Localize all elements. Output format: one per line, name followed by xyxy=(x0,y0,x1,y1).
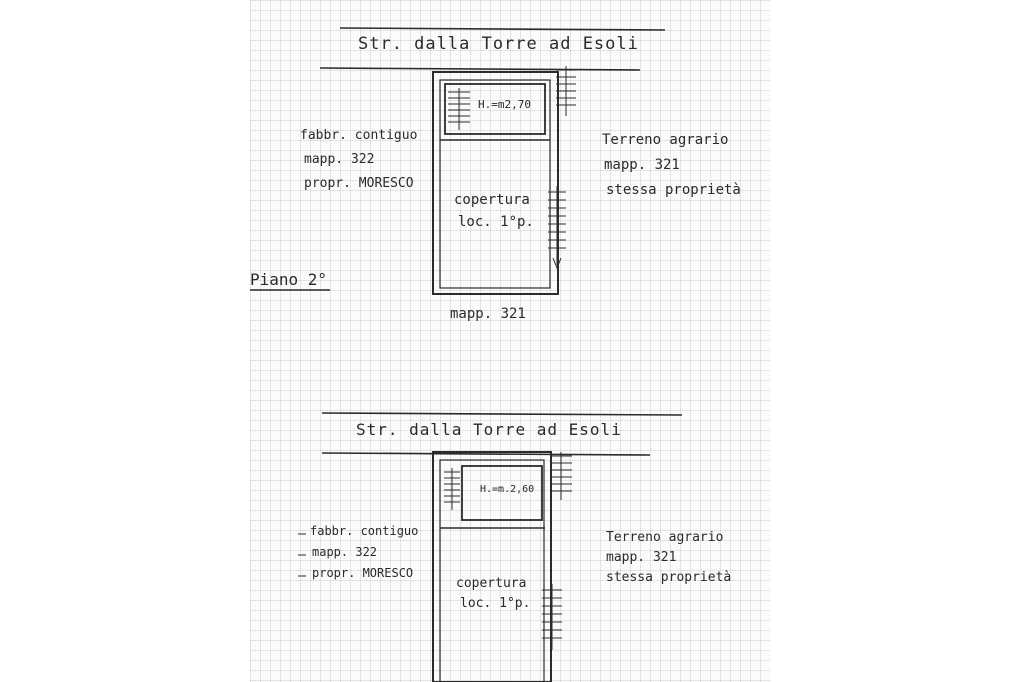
room-height-label-1: H.=m2,70 xyxy=(478,98,531,111)
street-line-top-2 xyxy=(322,413,682,415)
east-neighbour-line1-2: Terreno agrario xyxy=(606,530,724,545)
street-label-1: Str. dalla Torre ad Esoli xyxy=(358,34,639,54)
east-neighbour-line1-1: Terreno agrario xyxy=(602,132,729,148)
bottom-parcel-label: mapp. 321 xyxy=(450,306,526,322)
stairs-east-outside-2 xyxy=(550,452,572,500)
west-dashes-2 xyxy=(298,534,306,576)
street-line-bottom-1 xyxy=(320,68,640,70)
street-line-bottom-2 xyxy=(322,453,650,455)
roof-label-line2-2: loc. 1°p. xyxy=(460,596,531,611)
west-neighbour-line3-2: propr. MORESCO xyxy=(312,566,414,580)
room-height-label-2: H.=m.2,60 xyxy=(480,484,535,495)
west-neighbour-line2-2: mapp. 322 xyxy=(312,545,378,559)
west-neighbour-line1-2: fabbr. contiguo xyxy=(310,524,419,538)
roof-label-line1-2: copertura xyxy=(456,576,527,591)
east-neighbour-line2-1: mapp. 321 xyxy=(604,157,680,173)
stairs-west-2 xyxy=(444,468,460,510)
roof-label-line2-1: loc. 1°p. xyxy=(458,214,534,230)
west-neighbour-line2-1: mapp. 322 xyxy=(304,152,375,167)
east-neighbour-line3-1: stessa proprietà xyxy=(606,182,741,198)
roof-label-line1-1: copertura xyxy=(454,192,530,208)
stairs-internal-1 xyxy=(548,186,566,268)
east-neighbour-line2-2: mapp. 321 xyxy=(606,550,677,565)
east-neighbour-line3-2: stessa proprietà xyxy=(606,570,732,585)
stairs-internal-2 xyxy=(542,584,562,650)
street-line-top-1 xyxy=(340,28,665,30)
west-neighbour-line3-1: propr. MORESCO xyxy=(304,176,414,191)
floor-level-label: Piano 2° xyxy=(250,270,328,289)
street-label-2: Str. dalla Torre ad Esoli xyxy=(356,420,622,439)
building-inner-outline-1 xyxy=(440,80,550,288)
stairs-west-1 xyxy=(448,88,470,130)
west-neighbour-line1-1: fabbr. contiguo xyxy=(300,128,418,143)
